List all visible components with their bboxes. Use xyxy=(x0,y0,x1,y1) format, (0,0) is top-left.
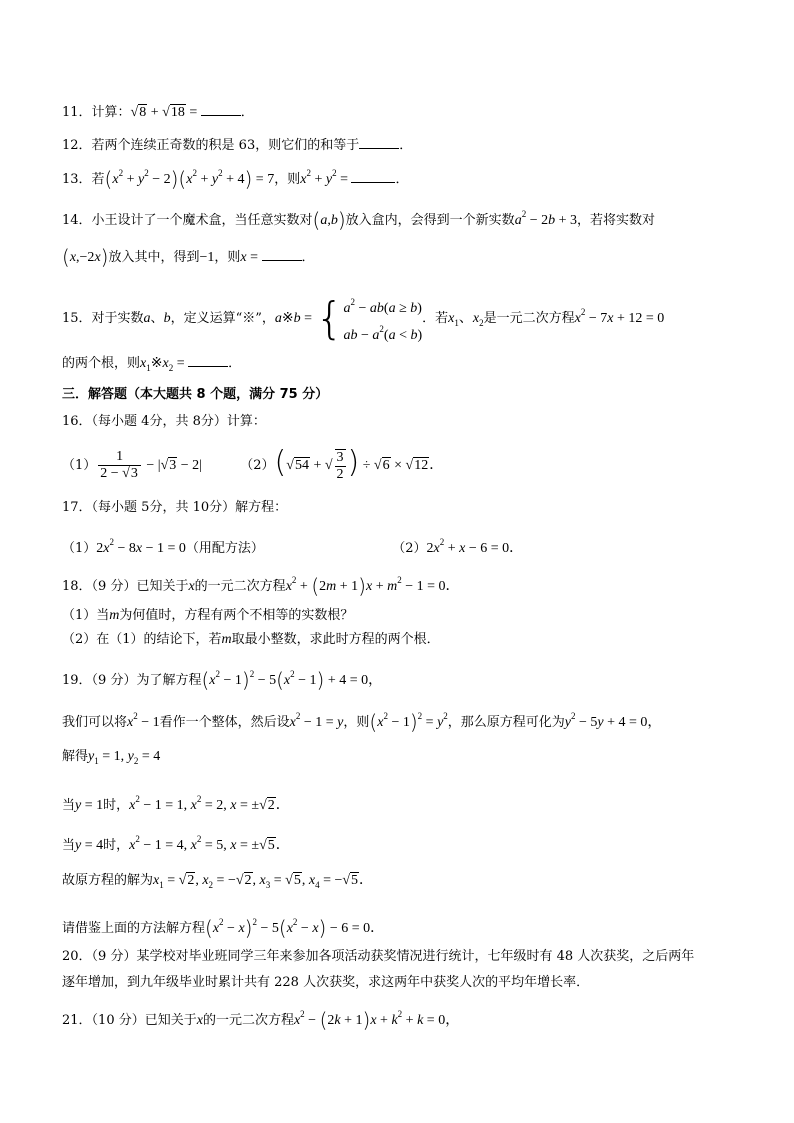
question-19-line-4: 当y = 4时，$x^2 - 1 = 4$, $x^2 = 5$, x = ±√5． xyxy=(62,834,290,853)
answer-blank xyxy=(359,134,399,149)
question-19-line-2: 解得$y_1 = 1$, $y_2 = 4$ xyxy=(62,749,161,766)
question-14-line-2: (x,−2x)放入其中，得到−1，则x = ． xyxy=(62,245,315,269)
answer-blank xyxy=(262,246,302,261)
question-16-head: 16．（每小题 4分，共 8分）计算： xyxy=(62,414,266,429)
question-16-parts: （1） $\frac{1}{2 - √3}$ − |√3 − 2| （2）(√54 + √ $\frac{3}{2}$ ) ÷ √6 × √12． xyxy=(62,445,444,482)
question-11: 11．计算：√8 + √18 = ． xyxy=(62,101,254,123)
question-17-head: 17．（每小题 5分，共 10分）解方程： xyxy=(62,500,288,515)
question-20-line-2: 逐年增加，到九年级毕业时累计共有 228 人次获奖，求这两年中获奖人次的平均年增长率． xyxy=(62,975,590,990)
question-18-head: 18．（9 分）已知关于x的一元二次方程$x^2 + (2m + 1)x + m^2 - 1 = 0$． xyxy=(62,574,460,598)
piecewise-definition: { $a^2 - ab(a \ge b)$ ab − $a^2(a < b)$ xyxy=(315,292,423,344)
question-13: 13．若$(x^2 + y^2 - 2)(x^2 + y^2 + 4) = 7$，则$x^2 + y^2$ = ． xyxy=(62,167,409,191)
answer-blank xyxy=(201,101,241,116)
section-heading: 三．解答题（本大题共 8 个题，满分 75 分） xyxy=(62,387,329,402)
question-19-line-6: 请借鉴上面的方法解方程$(x^2 - x)^2 - 5(x^2 - x) - 6 = 0$． xyxy=(62,916,385,940)
answer-blank xyxy=(188,352,228,367)
question-18-part-2: （2）在（1）的结论下，若m取最小整数，求此时方程的两个根． xyxy=(62,632,440,647)
question-18-part-1: （1）当m为何值时，方程有两个不相等的实数根？ xyxy=(62,608,354,623)
question-14-line-1: 14．小王设计了一个魔术盒，当任意实数对(a,b)放入盒内，会得到一个新实数$a^2 - 2b + 3$，若将实数对 xyxy=(62,208,656,232)
question-15-line-1: 15．对于实数a、b，定义运算“※”，a※b = { $a^2 - ab(a \ge b)$ ab − $a^2(a < b)$ ．若$x_1$、$x_2$是一元二次方程$x^2 - 7x + 12 = 0$ xyxy=(62,292,665,344)
answer-blank xyxy=(351,168,395,183)
question-17-parts: $(1)2x^2 - 8x - 1 = 0$（用配方法） $(2)2x^2 + x - 6 = 0$． xyxy=(62,537,524,556)
question-15-line-2: 的两个根，则$x_1※x_2$ = ． xyxy=(62,352,241,378)
question-19-line-1: 我们可以将$x^2 - 1$看作一个整体，然后设$x^2 - 1 = y$，则$(x^2 - 1)^2 = y^2$，那么原方程可化为$y^2 - 5y + 4 = 0$， xyxy=(62,710,662,734)
question-19-line-3: 当y = 1时，$x^2 - 1 = 1$, $x^2 = 2$, x = ±√2． xyxy=(62,794,290,813)
question-19-head: 19．（9 分）为了解方程$(x^2 - 1)^2 - 5(x^2 - 1) + 4 = 0$， xyxy=(62,668,383,692)
question-21-head: 21．（10 分）已知关于x的一元二次方程$x^2 - (2k + 1)x + k^2 + k = 0$， xyxy=(62,1008,460,1032)
question-12: 12．若两个连续正奇数的积是 63，则它们的和等于 ． xyxy=(62,134,412,156)
q11-label: 11．计算： xyxy=(62,105,131,120)
question-19-line-5: 故原方程的解为$x_1 = √2$, $x_2 = -√2$, $x_3 = √5$, $x_4 = -√5$． xyxy=(62,873,374,890)
question-20-line-1: 20．（9 分）某学校对毕业班同学三年来参加各项活动获奖情况进行统计，七年级时有 48 人次获奖，之后两年 xyxy=(62,949,695,964)
